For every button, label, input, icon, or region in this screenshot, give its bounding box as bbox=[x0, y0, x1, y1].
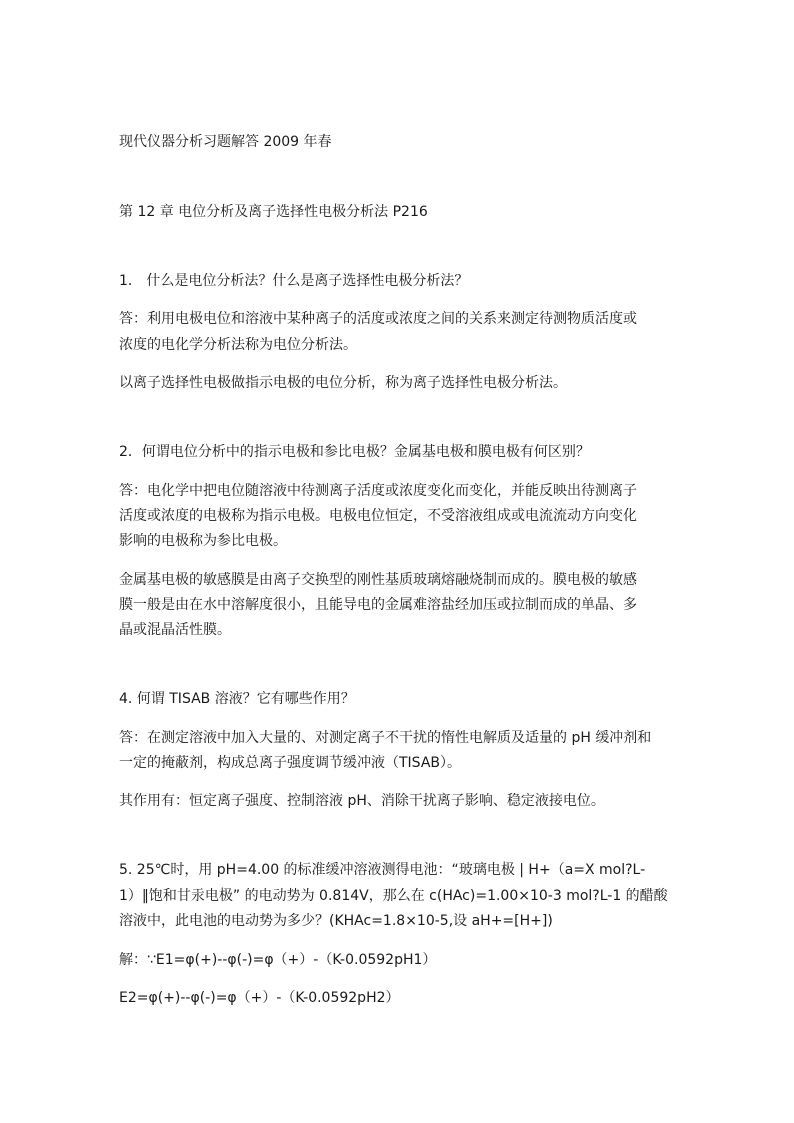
q5-question-line: 溶液中，此电池的电动势为多少？(KHAc=1.8×10-5,设 aH+=[H+]) bbox=[119, 913, 553, 929]
q2-paragraph-line: 金属基电极的敏感膜是由离子交换型的刚性基质玻璃熔融烧制而成的。膜电极的敏感 bbox=[119, 572, 637, 588]
q4-answer-paragraph: 其作用有：恒定离子强度、控制溶液 pH、消除干扰离子影响、稳定液接电位。 bbox=[119, 793, 605, 809]
q2-question: 2．何谓电位分析中的指示电极和参比电极？金属基电极和膜电极有何区别？ bbox=[119, 444, 590, 460]
q5-solution-line: E2=φ(+)--φ(-)=φ（+）-（K-0.0592pH2） bbox=[119, 990, 400, 1006]
q4-answer-line: 一定的掩蔽剂，构成总离子强度调节缓冲液（TISAB）。 bbox=[119, 755, 462, 771]
q2-paragraph-line: 膜一般是由在水中溶解度很小，且能导电的金属难溶盐经加压或拉制而成的单晶、多 bbox=[119, 597, 637, 613]
q1-question: 1． 什么是电位分析法？什么是离子选择性电极分析法？ bbox=[119, 273, 469, 289]
q4-answer-line: 答：在测定溶液中加入大量的、对测定离子不干扰的惰性电解质及适量的 pH 缓冲剂和 bbox=[119, 730, 652, 746]
q4-question: 4. 何谓 TISAB 溶液？它有哪些作用？ bbox=[119, 691, 355, 707]
q5-question-line: 1）‖饱和甘汞电极” 的电动势为 0.814V，那么在 c(HAc)=1.00×10-3 mol?L-1 的醋酸 bbox=[119, 888, 668, 904]
q2-answer-line: 影响的电极称为参比电极。 bbox=[119, 533, 287, 549]
q5-solution-line: 解：∵E1=φ(+)--φ(-)=φ（+）-（K-0.0592pH1） bbox=[119, 952, 437, 968]
q1-answer-line: 浓度的电化学分析法称为电位分析法。 bbox=[119, 337, 357, 353]
q1-answer-line: 答：利用电极电位和溶液中某种离子的活度或浓度之间的关系来测定待测物质活度或 bbox=[119, 311, 637, 327]
q2-answer-line: 答：电化学中把电位随溶液中待测离子活度或浓度变化而变化，并能反映出待测离子 bbox=[119, 483, 637, 499]
document-title: 现代仪器分析习题解答 2009 年春 bbox=[119, 134, 332, 150]
q1-answer-paragraph: 以离子选择性电极做指示电极的电位分析，称为离子选择性电极分析法。 bbox=[119, 375, 567, 391]
q5-question-line: 5. 25℃时，用 pH=4.00 的标准缓冲溶液测得电池：“玻璃电极 | H+（a=X mol?L- bbox=[119, 862, 646, 878]
q2-answer-line: 活度或浓度的电极称为指示电极。电极电位恒定，不受溶液组成或电流流动方向变化 bbox=[119, 508, 637, 524]
q2-paragraph-line: 晶或混晶活性膜。 bbox=[119, 622, 231, 638]
chapter-heading: 第 12 章 电位分析及离子选择性电极分析法 P216 bbox=[119, 204, 428, 220]
